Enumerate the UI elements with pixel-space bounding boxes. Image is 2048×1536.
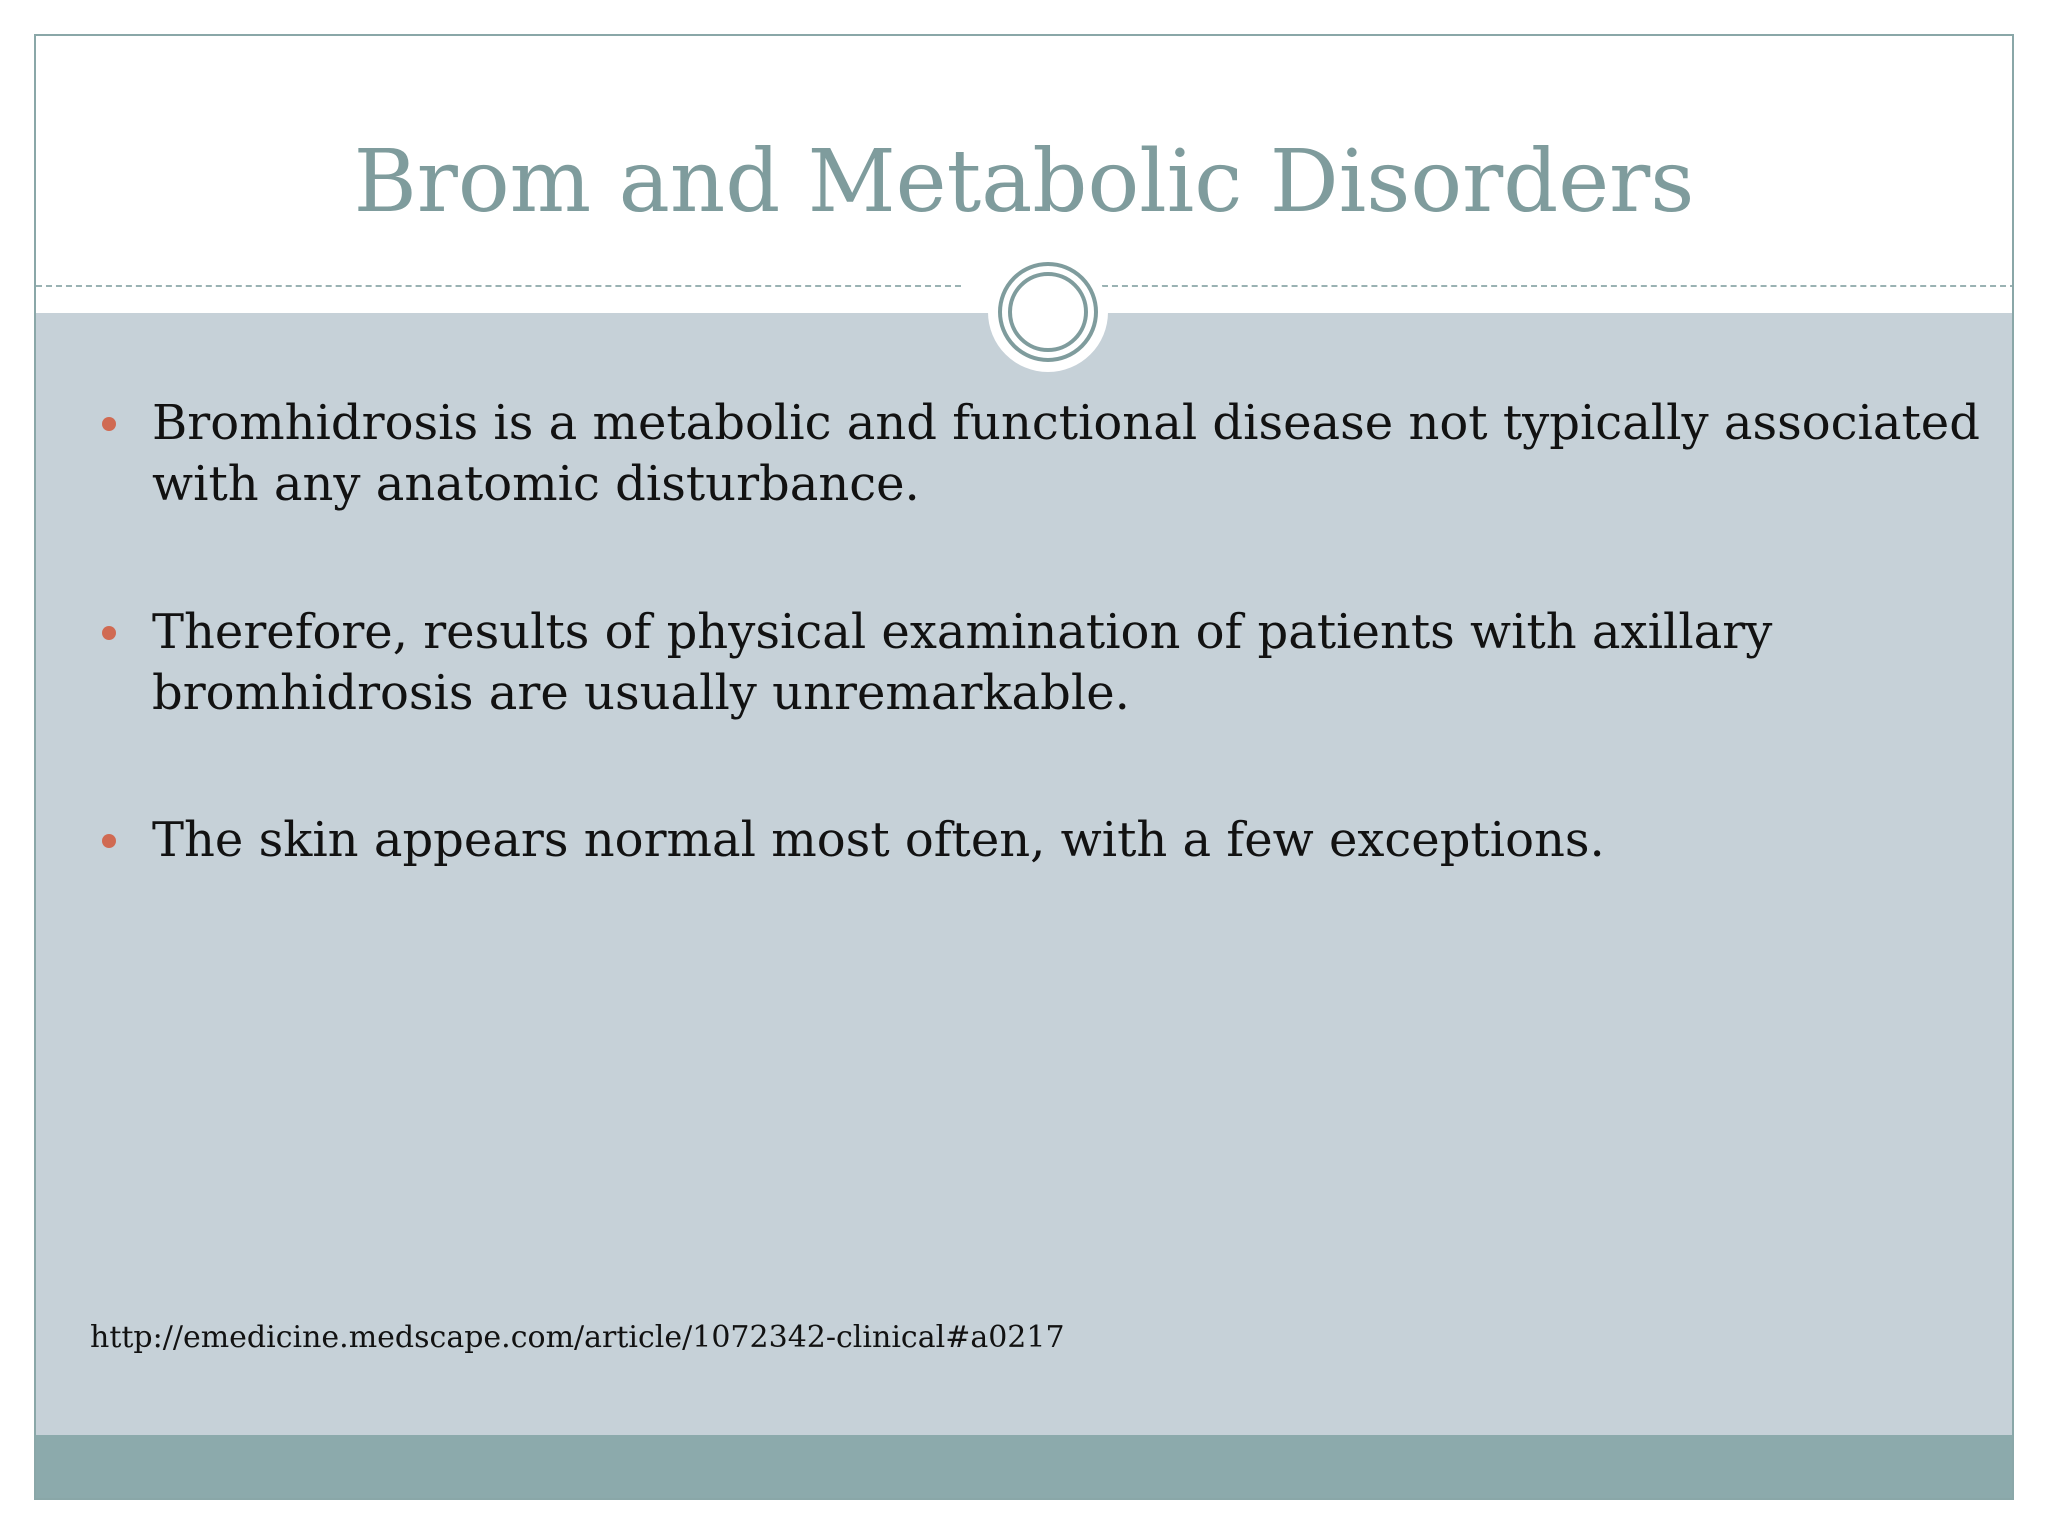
slide bbox=[34, 34, 2014, 1500]
bullet-text: Bromhidrosis is a metabolic and functional disease not typically associated with any anatomic disturbance. bbox=[152, 395, 1980, 512]
bullet-item bbox=[152, 602, 2002, 724]
source-url-text: http://emedicine.medscape.com/article/1072342-clinical#a0217 bbox=[90, 1320, 1065, 1355]
header-divider-right bbox=[1092, 285, 2014, 287]
circle-ornament-inner-icon bbox=[1008, 272, 1088, 352]
header-divider-left bbox=[36, 285, 961, 287]
bullet-item bbox=[152, 393, 2002, 515]
bullet-dot-icon bbox=[102, 626, 116, 640]
bullet-dot-icon bbox=[102, 834, 116, 848]
bullet-text: Therefore, results of physical examination of patients with axillary bromhidrosis are usually unremarkable. bbox=[152, 604, 1773, 721]
bullet-text: The skin appears normal most often, with a few exceptions. bbox=[152, 812, 1605, 868]
slide-content-area bbox=[36, 313, 2012, 1435]
bullet-dot-icon bbox=[102, 417, 116, 431]
slide-title: Brom and Metabolic Disorders bbox=[353, 132, 1695, 232]
footer-bar bbox=[36, 1435, 2012, 1500]
bullet-item bbox=[152, 810, 2002, 871]
